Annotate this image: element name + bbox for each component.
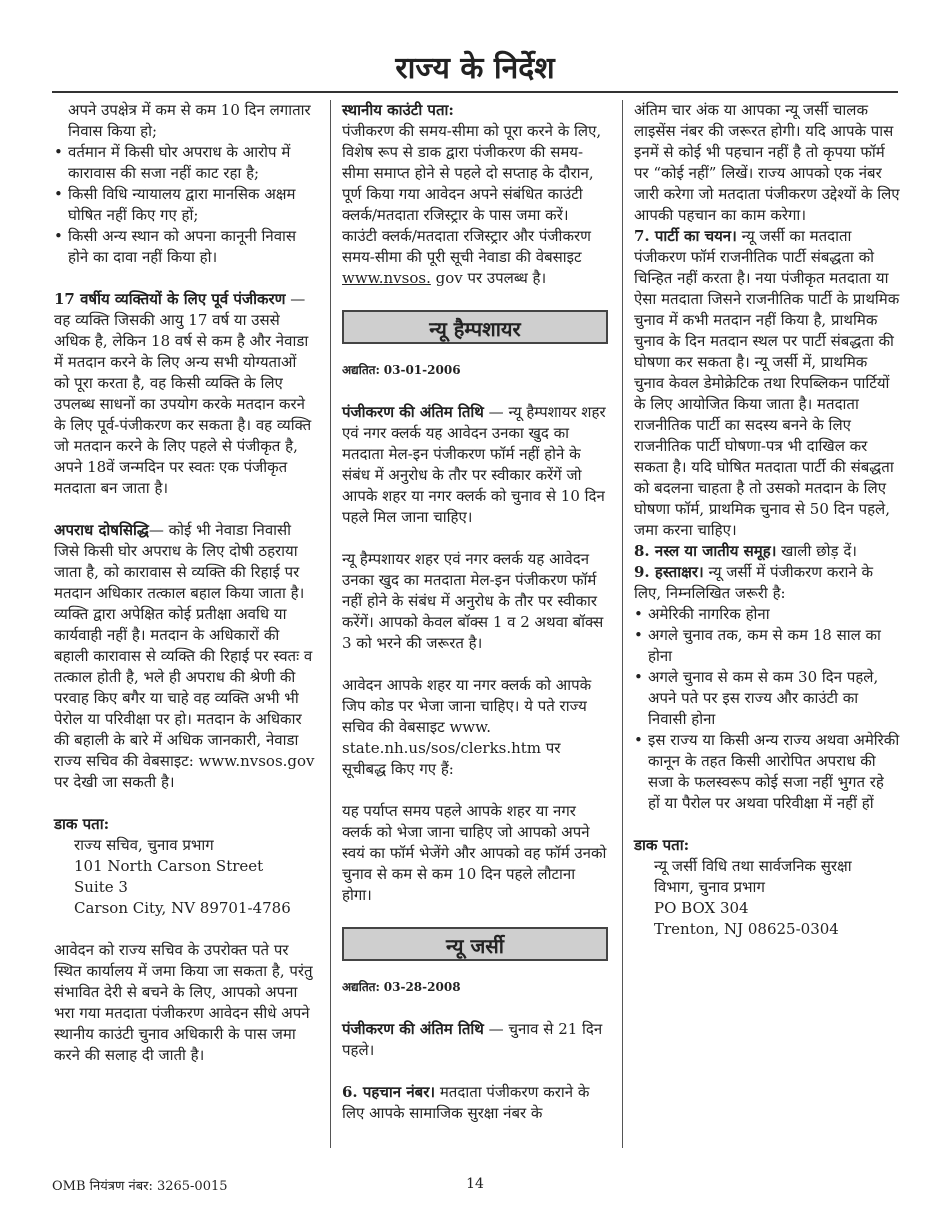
nj-requirements-list (634, 604, 900, 814)
nj-id-paragraph (342, 1082, 608, 1124)
nj-id-continued: अंतिम चार अंक या आपका न्यू जर्सी चालक लाइसेंस नंबर की जरूरत होगी। यदि आपके पास इनमें से कोई भी पहचान नहीं है तो कृपया फॉर्म पर “कोई नहीं” लिखें। राज्य आपको एक नंबर जारी करेगा जो मतदाता पंजीकरण उद्देश्यों के लिए आपकी पहचान का काम करेगा। (634, 101, 900, 224)
nh-updated (342, 360, 608, 381)
conviction-paragraph (54, 520, 316, 793)
nh-paragraph-4: यह पर्याप्त समय पहले आपके शहर या नगर क्लर्क को भेजा जाना चाहिए जो आपको अपने स्वयं का फॉर्म भेजेंगे और आपको वह फॉर्म उनको चुनाव से कम से कम 10 दिन पहले लौटाना होगा। (342, 802, 607, 904)
page-title: राज्य के निर्देश (395, 51, 555, 86)
list-item: • अगले चुनाव तक, कम से कम 18 साल का होना (634, 625, 900, 667)
address-line: न्यू जर्सी विधि तथा सार्वजनिक सुरक्षा (654, 857, 852, 875)
address-line: 101 North Carson Street (74, 857, 264, 875)
eligibility-list (54, 142, 316, 268)
address-line: Suite 3 (74, 878, 128, 896)
nh-updated-date: 03-01-2006 (383, 363, 461, 377)
party-paragraph (634, 226, 900, 541)
mailing-address (54, 835, 316, 919)
nj-deadline-label: पंजीकरण की अंतिम तिथि (342, 1020, 484, 1038)
race-label: 8. नस्ल या जातीय समूह। (634, 542, 777, 560)
race-text: खाली छोड़ दें। (781, 542, 857, 560)
race-paragraph (634, 541, 900, 562)
party-text: न्यू जर्सी का मतदाता पंजीकरण फॉर्म राजनीतिक पार्टी संबद्धता को चिन्हित नहीं करता है। नया पंजीकृत मतदाता या ऐसा मतदाता जिसने राजनीतिक पार्टी के प्राथमिक चुनाव में कभी मतदान नहीं किया है, प्राथमिक चुनाव के दिन मतदान स्थल पर पार्टी संबद्धता की घोषणा कर सकता है। न्यू जर्सी में, प्राथमिक चुनाव केवल डेमोक्रेटिक तथा रिपब्लिकन पार्टियों के लिए आयोजित किया जाता है। मतदाता राजनीतिक पार्टी का सदस्य बनने के लिए राजनीतिक पार्टी घोषणा-पत्र भी दाखिल कर सकता है। यदि घोषित मतदाता पार्टी की संबद्धता को बदलना चाहता है तो उसको मतदान के लिए घोषणा फॉर्म, प्राथमिक चुनाव से 50 दिन पहले, जमा करना चाहिए। (634, 227, 900, 539)
column-1 (54, 100, 316, 1087)
title-rule (52, 91, 898, 93)
county-address-text-end: gov पर उपलब्ध है। (435, 269, 547, 287)
nj-mailing-address-heading (634, 835, 900, 856)
signature-paragraph (634, 562, 900, 604)
continued-text: अपने उपक्षेत्र में कम से कम 10 दिन लगातार निवास किया हो; (68, 101, 311, 140)
county-address-heading (342, 100, 608, 121)
address-line: PO BOX 304 (654, 899, 749, 917)
list-item: • अगले चुनाव से कम से कम 30 दिन पहले, अपने पते पर इस राज्य और काउंटी का निवासी होना (634, 667, 900, 730)
section-header-new-jersey: न्यू जर्सी (342, 927, 608, 961)
county-address-label: स्थानीय काउंटी पता: (342, 101, 454, 119)
address-line: विभाग, चुनाव प्रभाग (654, 878, 765, 896)
conviction-text: — कोई भी नेवाडा निवासी जिसे किसी घोर अपराध के लिए दोषी ठहराया जाता है, को कारावास से व्यक्ति की रिहाई पर मतदान अधिकार तत्काल बहाल किया जाता है। व्यक्ति द्वारा अपेक्षित कोई प्रतीक्षा अवधि या कार्यवाही नहीं है। मतदान के अधिकारों की बहाली कारावास से व्यक्ति की रिहाई पर स्वतः व तत्काल होती है, भले ही अपराध की श्रेणी की परवाह किए बगैर या चाहे वह व्यक्ति अभी भी पेरोल या परिवीक्षा पर हो। मतदान के अधिकार की बहाली के बारे में अधिक जानकारी, नेवाडा राज्य सचिव की वेबसाइट: www.nvsos.gov पर देखी जा सकती है। (54, 521, 315, 791)
nj-deadline-text: — चुनाव से 21 दिन पहले। (342, 1020, 603, 1059)
mailing-address-heading (54, 814, 316, 835)
nj-deadline-paragraph (342, 1019, 608, 1061)
nh-paragraph-3: आवेदन आपके शहर या नगर क्लर्क को आपके जिप कोड पर भेजा जाना चाहिए। ये पते राज्य सचिव की वेबसाइट www. state.nh.us/sos/clerks.htm पर सूचीबद्ध किए गए हैं: (342, 676, 592, 778)
submission-advice: आवेदन को राज्य सचिव के उपरोक्त पते पर स्थित कार्यालय में जमा किया जा सकता है, परंतु संभावित देरी से बचने के लिए, आपको अपना भरा गया मतदाता पंजीकरण आवेदन सीधे अपने स्थानीय काउंटी चुनाव अधिकारी के पास जमा करने की सलाह दी जाती है। (54, 941, 313, 1064)
party-label: 7. पार्टी का चयन। (634, 227, 737, 245)
column-2 (342, 100, 608, 1145)
nh-deadline-label: पंजीकरण की अंतिम तिथि (342, 403, 484, 421)
page-number: 14 (466, 1176, 484, 1192)
nh-paragraph-2: न्यू हैम्पशायर शहर एवं नगर क्लर्क यह आवेदन उनका खुद का मतदाता मेल-इन पंजीकरण फॉर्म नहीं होने के संबंध में अनुरोध के तौर पर स्वीकार करेंगें। आपको केवल बॉक्स 1 व 2 अथवा बॉक्स 3 को भरने की जरूरत है। (342, 550, 604, 652)
mailing-address-label: डाक पता: (54, 815, 110, 833)
signature-text: न्यू जर्सी में पंजीकरण कराने के लिए, निम्नलिखित जरूरी है: (634, 563, 873, 602)
list-item: • अमेरिकी नागरिक होना (634, 604, 900, 625)
section-header-new-hampshire: न्यू हैम्पशायर (342, 310, 608, 344)
nh-updated-label: अद्यतित: (342, 363, 380, 377)
list-item: • किसी अन्य स्थान को अपना कानूनी निवास होने का दावा नहीं किया हो। (54, 226, 316, 268)
nj-id-text: मतदाता पंजीकरण कराने के लिए आपके सामाजिक सुरक्षा नंबर के (342, 1083, 590, 1122)
list-item: • किसी विधि न्यायालय द्वारा मानसिक अक्षम घोषित नहीं किए गए हों; (54, 184, 316, 226)
conviction-heading: अपराध दोषसिद्धि (54, 521, 149, 539)
nj-updated-date: 03-28-2008 (383, 980, 461, 994)
nh-deadline-text: — न्यू हैम्पशायर शहर एवं नगर क्लर्क यह आवेदन उनका खुद का मतदाता मेल-इन पंजीकरण फॉर्म नहीं होने के संबंध में अनुरोध के तौर पर स्वीकार करेंगें जो आपके शहर या नगर क्लर्क को चुनाव से 10 दिन पहले मिल जाना चाहिए। (342, 403, 606, 526)
nj-updated (342, 977, 608, 998)
list-item: • इस राज्य या किसी अन्य राज्य अथवा अमेरिकी कानून के तहत किसी आरोपित अपराध की सजा के फलस्वरूप कोई सजा नहीं भुगत रहे हों या पैरोल पर अथवा परिवीक्षा में नहीं हों (634, 730, 900, 814)
county-address-text: पंजीकरण की समय-सीमा को पूरा करने के लिए, विशेष रूप से डाक द्वारा पंजीकरण की समय-सीमा समाप्त होने से पहले दो सप्ताह के दौरान, पूर्ण किया गया आवेदन अपने संबंधित काउंटी क्लर्क/मतदाता रजिस्ट्रार के पास जमा करें। काउंटी क्लर्क/मतदाता रजिस्ट्रार और पंजीकरण समय-सीमा की पूरी सूची नेवाडा की वेबसाइट (342, 122, 602, 266)
nj-mailing-address (634, 856, 900, 940)
omb-control-number: OMB नियंत्रण नंबर: 3265-0015 (52, 1179, 228, 1194)
county-address-paragraph (342, 121, 608, 289)
address-line: राज्य सचिव, चुनाव प्रभाग (74, 836, 214, 854)
address-line: Carson City, NV 89701-4786 (74, 899, 291, 917)
preregistration-paragraph (54, 289, 316, 499)
nj-mailing-address-label: डाक पता: (634, 836, 690, 854)
nvsos-link[interactable]: www.nvsos. (342, 269, 431, 287)
preregistration-heading: 17 वर्षीय व्यक्तियों के लिए पूर्व पंजीकरण (54, 290, 286, 308)
nj-updated-label: अद्यतित: (342, 980, 380, 994)
nh-deadline-paragraph (342, 402, 608, 528)
nj-id-label: 6. पहचान नंबर। (342, 1083, 436, 1101)
address-line: Trenton, NJ 08625-0304 (654, 920, 839, 938)
list-item: • वर्तमान में किसी घोर अपराध के आरोप में कारावास की सजा नहीं काट रहा है; (54, 142, 316, 184)
preregistration-text: — वह व्यक्ति जिसकी आयु 17 वर्ष या उससे अधिक है, लेकिन 18 वर्ष से कम है और नेवाडा में मतदान करने के लिए अन्य सभी योग्यताओं को पूरा करता है, वह किसी व्यक्ति के लिए उपलब्ध साधनों का उपयोग करके मतदान करने के लिए पूर्व-पंजीकरण कर सकता है। वह व्यक्ति जो मतदान करने के लिए पहले से पंजीकृत है, अपने 18वें जन्मदिन पर स्वतः एक पंजीकृत मतदाता बन जाता है। (54, 290, 312, 497)
signature-label: 9. हस्ताक्षर। (634, 563, 704, 581)
column-divider-left (330, 100, 331, 1148)
column-3 (634, 100, 900, 961)
column-divider-right (622, 100, 623, 1148)
